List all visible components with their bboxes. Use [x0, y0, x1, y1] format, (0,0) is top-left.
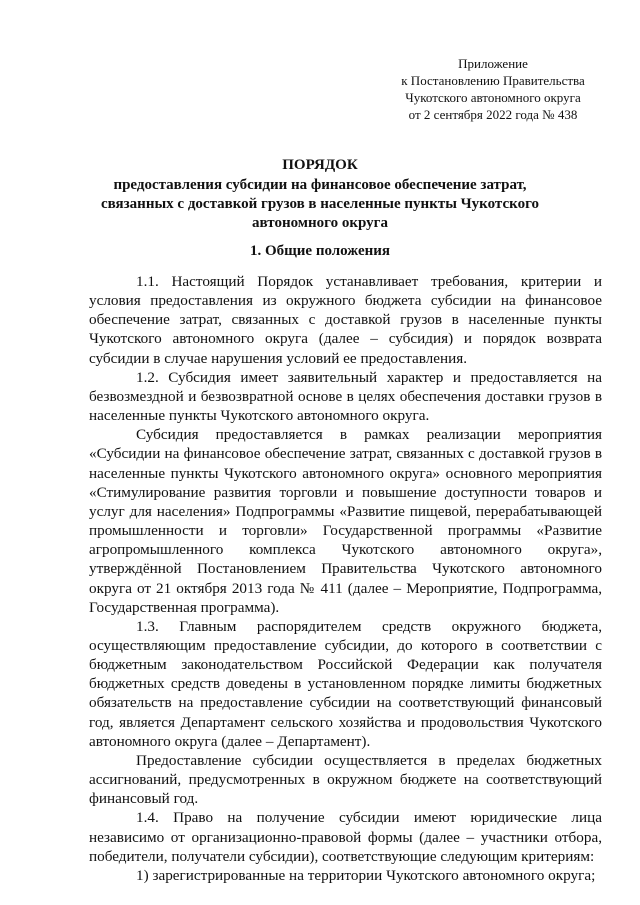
paragraph: Предоставление субсидии осуществляется в пределах бюджетных ассигнований, предусмотренных в окружном бюджете на соответствующий финансовый год.	[89, 751, 602, 808]
document-title	[60, 156, 580, 233]
paragraph: Субсидия предоставляется в рамках реализации мероприятия «Субсидии на финансовое обеспечение затрат, связанных с доставкой грузов в населенные пункты Чукотского автономного округа» основного мероприятия «Стимулирование развития торговли и повышение доступности товаров и услуг для населения» Подпрограммы «Развитие пищевой, перерабатывающей промышленности и торговли» Государственной программы «Развитие агропромышленного комплекса Чукотского автономного округа», утверждённой Постановлением Правительства Чукотского автономного округа от 21 октября 2013 года № 411 (далее – Мероприятие, Подпрограмма, Государственная программа).	[89, 426, 602, 616]
title-line: предоставления субсидии на финансовое обеспечение затрат,	[113, 177, 527, 193]
paragraph: 1.1. Настоящий Порядок устанавливает требования, критерии и условия предоставления из окружного бюджета субсидии на финансовое обеспечение затрат, связанных с доставкой грузов в населенные пункты Чукотского автономного округа (далее – субсидия) и порядок возврата субсидии в случае нарушения условий ее предоставления.	[89, 273, 602, 367]
section-heading: 1. Общие положения	[249, 243, 391, 259]
paragraph: 1.3. Главным распорядителем средств окружного бюджета, осуществляющим предоставление субсидии, до которого в соответствии с бюджетным законодательством Российской Федерации как получателя бюджетных средств доведены в установленном порядке лимиты бюджетных обязательств на предоставление субсидии на соответствующий финансовый год, является Департамент сельского хозяйства и продовольствия Чукотского автономного округа (далее – Департамент).	[89, 617, 602, 750]
appendix-line: Чукотского автономного округа	[405, 90, 581, 105]
appendix-line: от 2 сентября 2022 года № 438	[408, 107, 578, 122]
title-main: ПОРЯДОК	[282, 157, 358, 173]
document-body	[89, 272, 602, 885]
appendix-block	[388, 55, 598, 123]
appendix-line: к Постановлению Правительства	[401, 73, 585, 88]
title-line: связанных с доставкой грузов в населенные пункты Чукотского	[100, 196, 540, 212]
appendix-line: Приложение	[458, 56, 528, 71]
paragraph: 1) зарегистрированные на территории Чукотского автономного округа;	[136, 866, 596, 884]
title-line: автономного округа	[252, 215, 388, 231]
paragraph: 1.4. Право на получение субсидии имеют юридические лица независимо от организационно-правовой формы (далее – участники отбора, победители, получатели субсидии), соответствующие следующим критериям:	[89, 809, 602, 865]
paragraph: 1.2. Субсидия имеет заявительный характер и предоставляется на безвозмездной и безвозвратной основе в целях обеспечения доставки грузов в населенные пункты Чукотского автономного округа.	[89, 368, 602, 425]
